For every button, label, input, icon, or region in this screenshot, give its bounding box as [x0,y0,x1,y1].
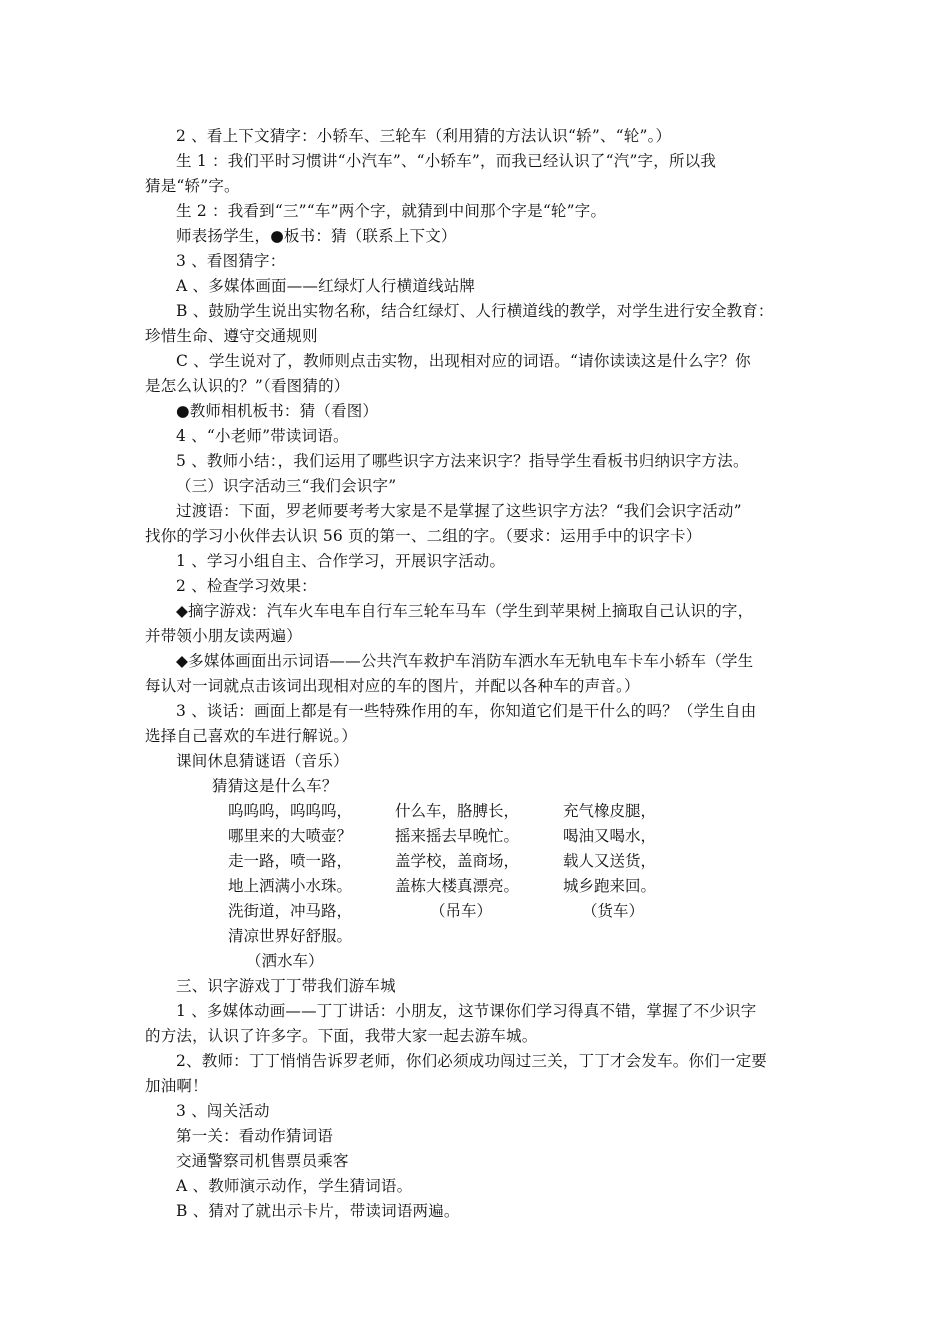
text-line: A 、教师演示动作，学生猜词语。 [176,1177,413,1195]
riddle-line: 充气橡皮腿， [563,802,657,820]
text-line: 加油啊！ [145,1077,208,1095]
section-heading: 三、识字游戏丁丁带我们游车城 [176,977,396,995]
riddle-line: 摇来摇去早晚忙。 [395,827,520,845]
text-line: A 、多媒体画面——红绿灯人行横道线站牌 [176,277,476,295]
text-line: 第一关：看动作猜词语 [176,1127,334,1145]
riddle-line: 喝油又喝水， [563,827,657,845]
text-line: 生 2 ：我看到“三”“车”两个字，就猜到中间那个字是“轮”字。 [176,202,607,220]
text-line: 并带领小朋友读两遍） [145,627,303,645]
text-line: ●教师相机板书：猜（看图） [176,402,379,420]
text-line: 是怎么认识的？”（看图猜的） [145,377,350,395]
text-line: C 、学生说对了，教师则点击实物，出现相对应的词语。“请你读读这是什么字？你 [176,352,751,370]
text-line: 交通警察司机售票员乘客 [176,1152,349,1170]
text-line: 2 、检查学习效果： [176,577,317,595]
riddle-line: 呜呜呜，呜呜呜， [228,802,353,820]
text-line: 找你的学习小伙伴去认识 56 页的第一、二组的字。（要求：运用手中的识字卡） [145,527,702,545]
text-line: 3 、闯关活动 [176,1102,270,1120]
text-line: 2、教师：丁丁悄悄告诉罗老师，你们必须成功闯过三关，丁丁才会发车。你们一定要 [176,1052,767,1070]
text-line: 2 、看上下文猜字：小轿车、三轮车（利用猜的方法认识“轿”、“轮”。） [176,127,672,145]
riddle-line: 哪里来的大喷壶？ [228,827,353,845]
text-line: 课间休息猜谜语（音乐） [176,752,349,770]
text-line: 猜是“轿”字。 [145,177,240,195]
text-line: 1 、学习小组自主、合作学习，开展识字活动。 [176,552,506,570]
text-line: 师表扬学生，●板书：猜（联系上下文） [176,227,457,245]
riddle-answer: （洒水车） [246,952,324,970]
riddle-line: 盖学校，盖商场， [395,852,520,870]
text-line: 1 、多媒体动画——丁丁讲话：小朋友，这节课你们学习得真不错，掌握了不少识字 [176,1002,757,1020]
riddle-line: 走一路，喷一路， [228,852,353,870]
text-line: ◆多媒体画面出示词语——公共汽车救护车消防车洒水车无轨电车卡车小轿车（学生 [176,652,754,670]
text-line: 过渡语：下面，罗老师要考考大家是不是掌握了这些识字方法？“我们会识字活动” [176,502,742,520]
riddle-heading: 猜猜这是什么车？ [212,777,338,795]
text-line: ◆摘字游戏：汽车火车电车自行车三轮车马车（学生到苹果树上摘取自己认识的字， [176,602,754,620]
riddle-answer: （吊车） [430,902,493,920]
riddle-line: 洗街道，冲马路， [228,902,353,920]
text-line: 4 、“小老师”带读词语。 [176,427,349,445]
riddle-answer: （货车） [582,902,645,920]
text-line: 3 、看图猜字： [176,252,286,270]
text-line: B 、鼓励学生说出实物名称，结合红绿灯、人行横道线的教学，对学生进行安全教育： [176,302,774,320]
riddle-line: 地上洒满小水珠。 [228,877,353,895]
text-line: 选择自己喜欢的车进行解说。） [145,727,358,745]
text-line: 珍惜生命、遵守交通规则 [145,327,318,345]
text-line: 的方法，认识了许多字。下面，我带大家一起去游车城。 [145,1027,538,1045]
riddle-line: 载人又送货， [563,852,657,870]
riddle-line: 盖栋大楼真漂亮。 [395,877,520,895]
riddle-line: 什么车，胳膊长， [395,802,520,820]
riddle-line: 城乡跑来回。 [563,877,657,895]
text-line: 每认对一词就点击该词出现相对应的车的图片，并配以各种车的声音。） [145,677,640,695]
text-line: 5 、教师小结：，我们运用了哪些识字方法来识字？指导学生看板书归纳识字方法。 [176,452,749,470]
riddle-line: 清凉世界好舒服。 [228,927,353,945]
text-line: 3 、谈话：画面上都是有一些特殊作用的车，你知道它们是干什么的吗？（学生自由 [176,702,757,720]
text-line: B 、猜对了就出示卡片，带读词语两遍。 [176,1202,460,1220]
section-heading: （三）识字活动三“我们会识字” [176,477,397,495]
text-line: 生 1 ：我们平时习惯讲“小汽车”、“小轿车”，而我已经认识了“汽”字，所以我 [176,152,717,170]
